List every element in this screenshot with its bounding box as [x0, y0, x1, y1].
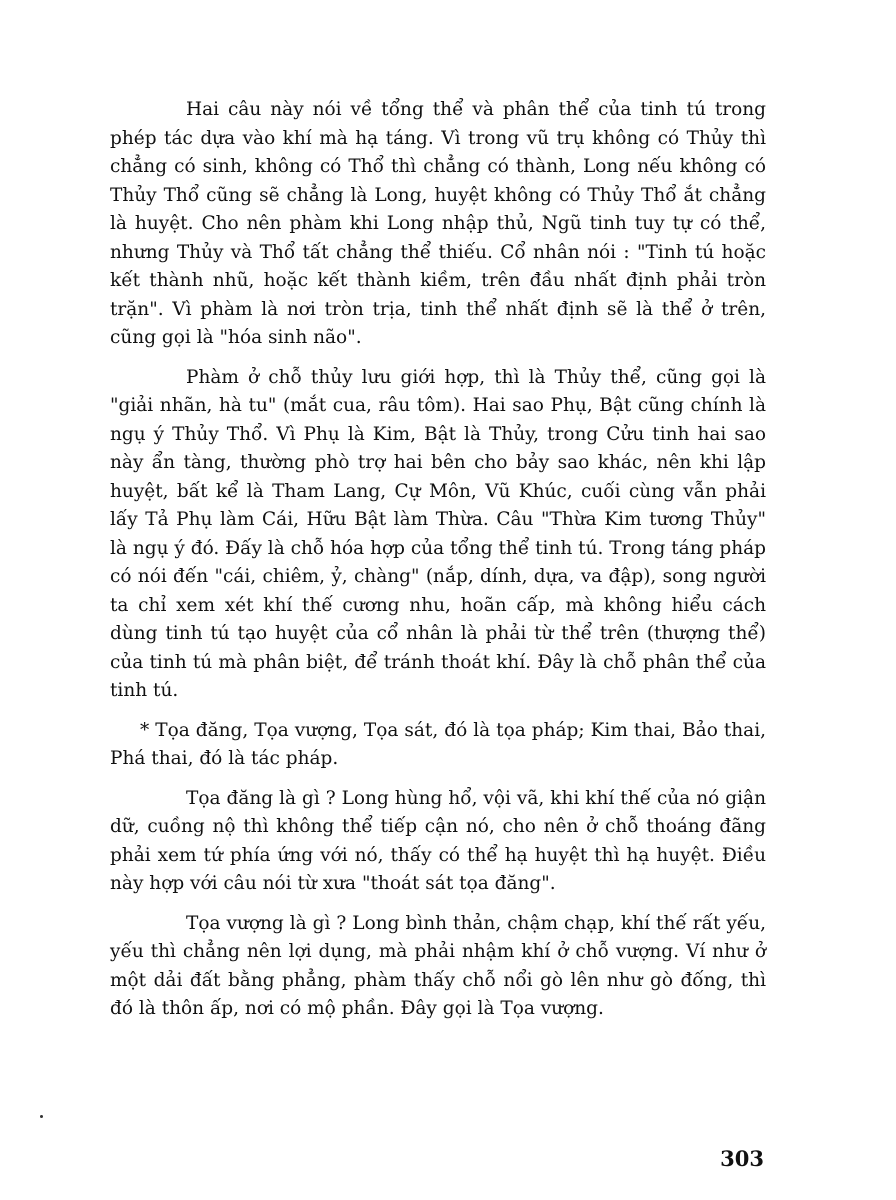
paragraph-methods-note: * Tọa đăng, Tọa vượng, Tọa sát, đó là tọa pháp; Kim thai, Bảo thai, Phá thai, đó là tác pháp. [110, 719, 766, 769]
page-number: 303 [720, 1146, 764, 1171]
paragraph-overview: Hai câu này nói về tổng thể và phân thể của tinh tú trong phép tác dựa vào khí mà hạ táng. Vì trong vũ trụ không có Thủy thì chẳng có sinh, không có Thổ thì chẳng có thành, Long nếu không có Thủy Thổ cũng sẽ chẳng là Long, huyệt không có Thủy Thổ ắt chẳng là huyệt. Cho nên phàm khi Long nhập thủ, Ngũ tinh tuy tự có thể, nhưng Thủy và Thổ tất chẳng thể thiếu. Cổ nhân nói : "Tinh tú hoặc kết thành nhũ, hoặc kết thành kiềm, trên đầu nhất định phải tròn trặn". Vì phàm là nơi tròn trịa, tinh thể nhất định sẽ là thể ở trên, cũng gọi là "hóa sinh não". [110, 99, 766, 348]
paragraph-toa-vuong: Tọa vượng là gì ? Long bình thản, chậm chạp, khí thế rất yếu, yếu thì chẳng nên lợi dụng, mà phải nhậm khí ở chỗ vượng. Ví như ở một dải đất bằng phẳng, phàm thấy chỗ nổi gò lên như gò đống, thì đó là thôn ấp, nơi có mộ phần. Đây gọi là Tọa vượng. [110, 912, 766, 1019]
scan-speck [40, 1115, 43, 1118]
paragraph-toa-dang: Tọa đăng là gì ? Long hùng hổ, vội vã, khi khí thế của nó giận dữ, cuồng nộ thì không thể tiếp cận nó, cho nên ở chỗ thoáng đãng phải xem tứ phía ứng với nó, thấy có thể hạ huyệt thì hạ huyệt. Điều này hợp với câu nói từ xưa "thoát sát tọa đăng". [110, 787, 766, 894]
page-body [110, 96, 766, 1024]
paragraph-water-body: Phàm ở chỗ thủy lưu giới hợp, thì là Thủy thể, cũng gọi là "giải nhãn, hà tu" (mắt cua, râu tôm). Hai sao Phụ, Bật cũng chính là ngụ ý Thủy Thổ. Vì Phụ là Kim, Bật là Thủy, trong Cửu tinh hai sao này ẩn tàng, thường phò trợ hai bên cho bảy sao khác, nên khi lập huyệt, bất kể là Tham Lang, Cự Môn, Vũ Khúc, cuối cùng vẫn phải lấy Tả Phụ làm Cái, Hữu Bật làm Thừa. Câu "Thừa Kim tương Thủy" là ngụ ý đó. Đấy là chỗ hóa hợp của tổng thể tinh tú. Trong táng pháp có nói đến "cái, chiêm, ỷ, chàng" (nắp, dính, dựa, va đập), song người ta chỉ xem xét khí thế cương nhu, hoãn cấp, mà không hiểu cách dùng tinh tú tạo huyệt của cổ nhân là phải từ thể trên (thượng thể) của tinh tú mà phân biệt, để tránh thoát khí. Đây là chỗ phân thể của tinh tú. [110, 366, 766, 701]
